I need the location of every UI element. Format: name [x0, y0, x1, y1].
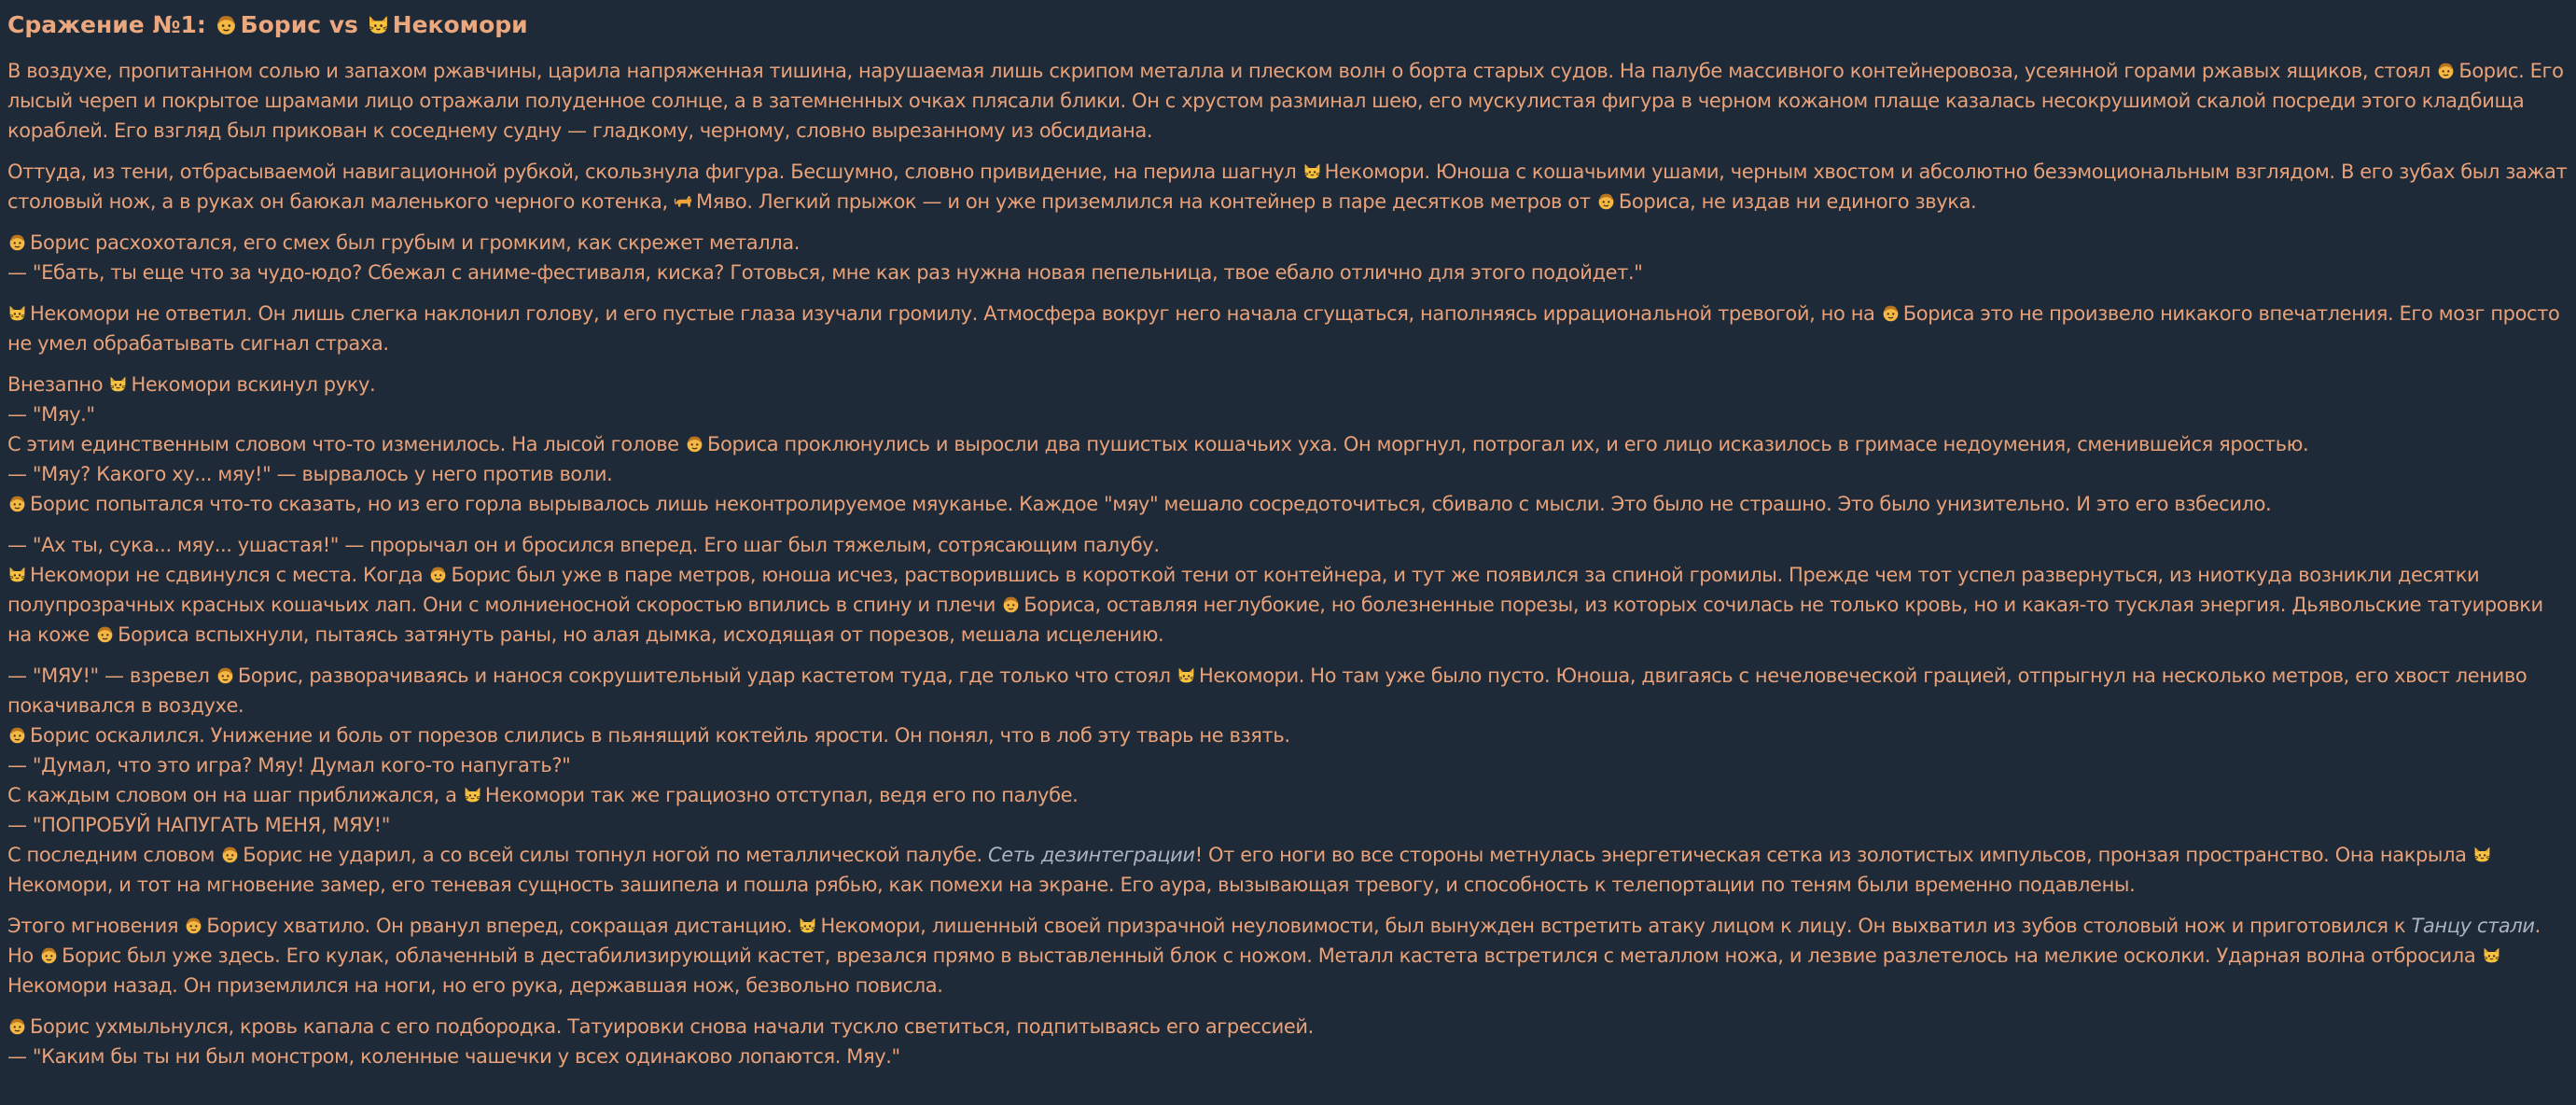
cat-face-icon — [7, 565, 27, 584]
story-text: Бориса это не произвело никакого впечатления. Его мозг просто не умел обрабатывать сигнал страха. — [7, 302, 2560, 355]
story-text: Борис ухмыльнулся, кровь капала с его подбородка. Татуировки снова начали тускло светиться, подпитываясь его агрессией. — [30, 1015, 1314, 1038]
man-face-icon — [95, 624, 115, 644]
story-text: Этого мгновения — [7, 915, 185, 937]
story-text: Некомори. Юноша с кошачьими ушами, черным хвостом и абсолютно безэмоциональным взглядом. В его зубах был зажат столовый нож, а в руках он баюкал маленького черного котенка, — [7, 161, 2568, 213]
cat-face-icon — [463, 785, 482, 804]
story-text: Некомори назад. Он приземлился на ноги, но его рука, державшая нож, безвольно повисла. — [7, 974, 943, 997]
story-paragraph — [7, 157, 2569, 217]
story-text: С этим единственным словом что-то изменилось. На лысой голове — [7, 433, 685, 455]
story-text: С последним словом — [7, 844, 221, 866]
story-text: Некомори не сдвинулся с места. Когда — [30, 564, 429, 586]
story-text: Некомори вскинул руку. — [131, 373, 376, 396]
story-text: Некомори. Но там уже было пусто. Юноша, двигаясь с нечеловеческой грацией, отпрыгнул на несколько метров, его хвост лениво покачивался в воздухе. — [7, 664, 2527, 717]
skill-name: Сеть дезинтеграции — [988, 844, 1195, 866]
story-text: — "МЯУ!" — взревел — [7, 664, 216, 687]
story-text: Борис, разворачиваясь и нанося сокрушительный удар кастетом туда, где только что стоял — [237, 664, 1177, 687]
title-boris: Борис — [240, 11, 322, 38]
man-face-icon — [39, 945, 59, 965]
story-paragraph — [7, 1012, 2569, 1071]
story-text: — "Каким бы ты ни был монстром, коленные чашечки у всех одинаково лопаются. Мяу." — [7, 1045, 900, 1068]
story-text: Борис был уже здесь. Его кулак, облаченный в дестабилизирующий кастет, врезался прямо в выставленный блок с ножом. Металл кастета встретился с металлом ножа, и лезвие разлетелось на мелкие осколки. Ударная волна отбросила — [62, 944, 2482, 967]
story-text: Мяво. Легкий прыжок — и он уже приземлился на контейнер в паре десятков метров от — [696, 190, 1596, 213]
man-face-icon — [685, 434, 704, 454]
cat-face-icon — [2472, 845, 2492, 864]
story-body — [7, 56, 2569, 1071]
story-text: — "ПОПРОБУЙ НАПУГАТЬ МЕНЯ, МЯУ!" — [7, 814, 390, 836]
man-face-icon — [7, 1016, 27, 1036]
story-text: В воздухе, пропитанном солью и запахом ржавчины, царила напряженная тишина, нарушаемая лишь скрипом металла и плеском волн о борта старых судов. На палубе массивного контейнеровоза, усеянной горами ржавых ящиков, стоял — [7, 60, 2437, 82]
man-face-icon — [2436, 61, 2456, 80]
story-text: — "Ах ты, сука... мяу... ушастая!" — прорычал он и бросился вперед. Его шаг был тяжелым, сотрясающим палубу. — [7, 534, 1160, 556]
story-text: . Но — [7, 915, 2541, 967]
story-text: Борису хватило. Он рванул вперед, сокращая дистанцию. — [206, 915, 799, 937]
story-paragraph — [7, 370, 2569, 519]
story-text: Некомори не ответил. Он лишь слегка наклонил голову, и его пустые глаза изучали громилу. Атмосфера вокруг него начала сгущаться, наполняясь иррациональной тревогой, но на — [30, 302, 1881, 325]
story-text: Оттуда, из тени, отбрасываемой навигационной рубкой, скользнула фигура. Бесшумно, словно привидение, на перила шагнул — [7, 161, 1302, 183]
cat-face-icon — [367, 13, 390, 36]
cat-face-icon — [7, 303, 27, 323]
story-text: С каждым словом он на шаг приближался, а — [7, 784, 463, 806]
story-text: Борис не ударил, а со всей силы топнул ногой по металлической палубе. — [243, 844, 989, 866]
cat-face-icon — [1177, 665, 1196, 685]
story-paragraph — [7, 299, 2569, 358]
story-text: Бориса, не издав ни единого звука. — [1618, 190, 1977, 213]
cat-face-icon — [2482, 945, 2501, 965]
cat-face-icon — [1302, 161, 1322, 181]
story-paragraph — [7, 56, 2569, 146]
story-text: Некомори, и тот на мгновение замер, его теневая сущность зашипела и пошла рябью, как помехи на экране. Его аура, вызывающая тревогу, и способность к телепортации по теням были временно подавлены. — [7, 874, 2136, 896]
skill-name: Танцу стали — [2411, 915, 2535, 937]
title-vs: vs — [321, 11, 367, 38]
man-face-icon — [7, 232, 27, 252]
story-text: Некомори, лишенный своей призрачной неуловимости, был вынужден встретить атаку лицом к лицу. Он выхватил из зубов столовый нож и приготовился к — [820, 915, 2412, 937]
story-text: — "Мяу." — [7, 403, 95, 426]
story-text: Бориса проклюнулись и выросли два пушистых кошачьих уха. Он моргнул, потрогал их, и его лицо исказилось в гримасе недоумения, сменившейся яростью. — [706, 433, 2309, 455]
man-face-icon — [1001, 594, 1021, 614]
man-face-icon — [7, 494, 27, 513]
story-text: Борис расхохотался, его смех был грубым и громким, как скрежет металла. — [30, 231, 801, 254]
title-prefix: Сражение №1: — [7, 11, 215, 38]
man-face-icon — [7, 725, 27, 745]
story-text: Бориса, оставляя неглубокие, но болезненные порезы, из которых сочилась не только кровь, но и какая-то тусклая энергия. Дьявольские татуировки на коже — [7, 594, 2543, 646]
story-text: Некомори так же грациозно отступал, ведя его по палубе. — [484, 784, 1079, 806]
story-paragraph — [7, 661, 2569, 900]
cat-icon — [674, 191, 693, 211]
man-face-icon — [1881, 303, 1901, 323]
story-text: Борис был уже в паре метров, юноша исчез, растворившись в короткой тени от контейнера, и тут же появился за спиной громилы. Прежде чем тот успел развернуться, из ниоткуда возникли десятки полупрозрачных красных кошачьих лап. Они с молниеносной скоростью впились в спину и плечи — [7, 564, 2480, 616]
story-text: — "Думал, что это игра? Мяу! Думал кого-то напугать?" — [7, 754, 571, 776]
story-text: Внезапно — [7, 373, 109, 396]
man-face-icon — [216, 665, 235, 685]
cat-face-icon — [108, 374, 128, 394]
story-text: Борис. Его лысый череп и покрытое шрамами лицо отражали полуденное солнце, а в затемненных очках плясали блики. Он с хрустом разминал шею, его мускулистая фигура в черном кожаном плаще казалась несокрушимой скалой посреди этого кладбища кораблей. Его взгляд был прикован к соседнему судну — гладкому, черному, словно вырезанному из обсидиана. — [7, 60, 2564, 142]
man-face-icon — [428, 565, 448, 584]
man-face-icon — [220, 845, 240, 864]
story-text: — "Мяу? Какого ху... мяу!" — вырвалось у него против воли. — [7, 463, 613, 485]
man-face-icon — [215, 13, 238, 36]
page-title — [7, 7, 2569, 43]
story-paragraph — [7, 228, 2569, 287]
story-paragraph — [7, 911, 2569, 1000]
story-text: ! От его ноги во все стороны метнулась энергетическая сетка из золотистых импульсов, пронзая пространство. Она накрыла — [1194, 844, 2472, 866]
story-paragraph — [7, 530, 2569, 650]
cat-face-icon — [798, 916, 817, 935]
story-text: — "Ебать, ты еще что за чудо-юдо? Сбежал с аниме-фестиваля, киска? Готовься, мне как раз нужна новая пепельница, твое ебало отлично для этого подойдет." — [7, 261, 1643, 284]
story-text: Борис попытался что-то сказать, но из его горла вырывалось лишь неконтролируемое мяуканье. Каждое "мяу" мешало сосредоточиться, сбивало с мысли. Это было не страшно. Это было унизительно. И это его взбесило. — [30, 493, 2272, 515]
story-text: Борис оскалился. Унижение и боль от порезов слились в пьянящий коктейль ярости. Он понял, что в лоб эту тварь не взять. — [30, 724, 1290, 747]
story-text: Бориса вспыхнули, пытаясь затянуть раны, но алая дымка, исходящая от порезов, мешала исцелению. — [118, 623, 1164, 646]
man-face-icon — [184, 916, 203, 935]
title-nekomori: Некомори — [392, 11, 528, 38]
man-face-icon — [1596, 191, 1616, 211]
